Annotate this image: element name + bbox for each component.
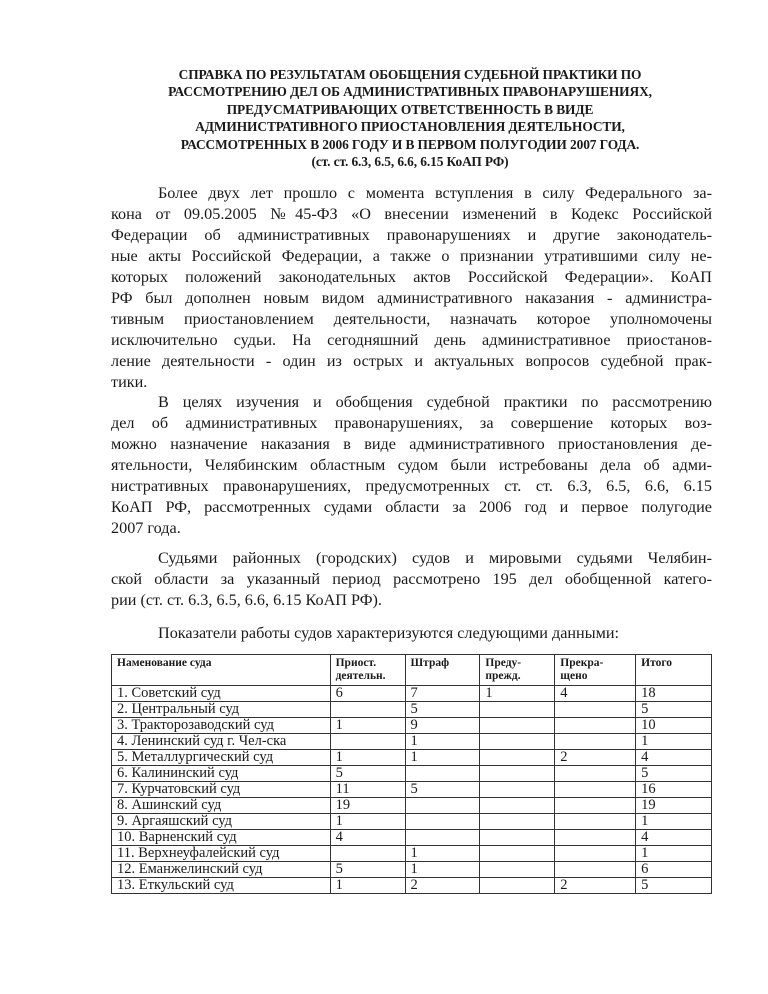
cell-terminated <box>555 766 636 782</box>
cell-fine: 1 <box>405 862 480 878</box>
cell-suspension: 1 <box>330 814 405 830</box>
cell-court-name: 9. Аргаяшский суд <box>112 814 331 830</box>
title-subline: (ст. ст. 6.3, 6.5, 6.6, 6.15 КоАП РФ) <box>311 154 509 170</box>
table-row <box>112 878 712 894</box>
cell-court-name: 3. Тракторозаводский суд <box>112 718 331 734</box>
cell-fine: 1 <box>405 734 480 750</box>
text-line: можно назначение наказания в виде административного приостановления де- <box>111 435 712 453</box>
cell-total: 1 <box>636 814 712 830</box>
table-row <box>112 782 712 798</box>
cell-terminated <box>555 862 636 878</box>
table-row <box>112 830 712 846</box>
cell-warning <box>480 782 555 798</box>
cell-terminated <box>555 814 636 830</box>
cell-court-name: 13. Еткульский суд <box>112 878 331 894</box>
cell-terminated <box>555 830 636 846</box>
cell-terminated <box>555 734 636 750</box>
cell-total: 5 <box>636 702 712 718</box>
text-line: исключительно судьи. На сегодняшний день административное приостанов- <box>111 331 712 349</box>
cell-fine: 9 <box>405 718 480 734</box>
cell-court-name: 11. Верхнеуфалейский суд <box>112 846 331 862</box>
cell-court-name: 5. Металлургический суд <box>112 750 331 766</box>
cell-suspension: 19 <box>330 798 405 814</box>
text-line: нистративных правонарушениях, предусмотренных ст. ст. 6.3, 6.5, 6.6, 6.15 <box>111 477 712 495</box>
cell-fine: 7 <box>405 686 480 702</box>
cell-court-name: 1. Советский суд <box>112 686 331 702</box>
cell-suspension: 5 <box>330 862 405 878</box>
cell-fine <box>405 830 480 846</box>
document-title <box>100 66 720 170</box>
cell-fine <box>405 766 480 782</box>
text-line: тивным приостановлением деятельности, назначать которое уполномочены <box>111 310 712 328</box>
cell-total: 16 <box>636 782 712 798</box>
table-row <box>112 798 712 814</box>
cell-warning <box>480 878 555 894</box>
header-total: Итого <box>636 655 712 686</box>
table-row <box>112 718 712 734</box>
table-row <box>112 766 712 782</box>
paragraph-purpose <box>111 392 712 539</box>
header-terminated: Прекра- щено <box>555 655 636 686</box>
title-line: СПРАВКА ПО РЕЗУЛЬТАТАМ ОБОБЩЕНИЯ СУДЕБНОЙ ПРАКТИКИ ПО <box>178 67 642 82</box>
cell-suspension <box>330 734 405 750</box>
cell-total: 4 <box>636 830 712 846</box>
cell-fine: 1 <box>405 846 480 862</box>
cell-warning <box>480 734 555 750</box>
text-line: кона от 09.05.2005 №45-ФЗ «О внесении изменений в Кодекс Российской <box>111 205 712 223</box>
cell-total: 19 <box>636 798 712 814</box>
cell-total: 4 <box>636 750 712 766</box>
cell-fine: 5 <box>405 702 480 718</box>
cell-court-name: 12. Еманжелинский суд <box>112 862 331 878</box>
text-line: В целях изучения и обобщения судебной практики по рассмотрению <box>158 393 712 411</box>
cell-court-name: 4. Ленинский суд г. Чел-ска <box>112 734 331 750</box>
cell-suspension <box>330 702 405 718</box>
cell-warning <box>480 846 555 862</box>
cell-terminated: 4 <box>555 686 636 702</box>
cell-suspension: 5 <box>330 766 405 782</box>
cell-suspension <box>330 846 405 862</box>
cell-suspension: 4 <box>330 830 405 846</box>
text-line: КоАП РФ, рассмотренных судами области за 2006 год и первое полугодие <box>111 498 712 516</box>
cell-fine: 2 <box>405 878 480 894</box>
title-line: АДМИНИСТРАТИВНОГО ПРИОСТАНОВЛЕНИЯ ДЕЯТЕЛЬНОСТИ, <box>195 119 625 135</box>
table-row <box>112 702 712 718</box>
cell-terminated <box>555 702 636 718</box>
paragraph-count <box>111 548 712 611</box>
title-line: ПРЕДУСМАТРИВАЮЩИХ ОТВЕТСТВЕННОСТЬ В ВИДЕ <box>226 101 594 117</box>
cell-warning <box>480 814 555 830</box>
cell-warning <box>480 718 555 734</box>
cell-court-name: 6. Калининский суд <box>112 766 331 782</box>
courts-statistics-table <box>111 654 712 894</box>
text-line: дел об административных правонарушениях, за совершение которых воз- <box>111 414 712 432</box>
text-line: Судьями районных (городских) судов и мировыми судьями Челябин- <box>158 549 712 567</box>
text-line: ные акты Российской Федерации, а также о признании утратившими силу не- <box>111 247 712 265</box>
paragraph-table-intro <box>158 623 718 644</box>
cell-warning <box>480 862 555 878</box>
cell-total: 18 <box>636 686 712 702</box>
paragraph-intro <box>111 183 712 393</box>
table-row <box>112 686 712 702</box>
cell-suspension: 1 <box>330 718 405 734</box>
table-header-row <box>112 655 712 686</box>
title-line: РАССМОТРЕННЫХ В 2006 ГОДУ И В ПЕРВОМ ПОЛУГОДИИ 2007 ГОДА. <box>180 136 640 152</box>
text-line: рии (ст. ст. 6.3, 6.5, 6.6, 6.15 КоАП РФ). <box>111 591 382 609</box>
cell-fine: 1 <box>405 750 480 766</box>
cell-warning <box>480 766 555 782</box>
cell-total: 5 <box>636 878 712 894</box>
cell-suspension: 11 <box>330 782 405 798</box>
cell-terminated <box>555 718 636 734</box>
cell-fine <box>405 814 480 830</box>
table-row <box>112 846 712 862</box>
text-line: Более двух лет прошло с момента вступления в силу Федерального за- <box>158 184 712 202</box>
table-row <box>112 862 712 878</box>
cell-terminated <box>555 798 636 814</box>
cell-suspension: 6 <box>330 686 405 702</box>
cell-terminated <box>555 846 636 862</box>
cell-terminated: 2 <box>555 750 636 766</box>
text-line: ской области за указанный период рассмотрено 195 дел обобщенной катего- <box>111 570 712 588</box>
cell-warning <box>480 830 555 846</box>
text-line: РФ был дополнен новым видом административного наказания - администра- <box>111 289 712 307</box>
cell-warning: 1 <box>480 686 555 702</box>
title-line: РАССМОТРЕНИЮ ДЕЛ ОБ АДМИНИСТРАТИВНЫХ ПРАВОНАРУШЕНИЯХ, <box>168 84 652 100</box>
cell-terminated <box>555 782 636 798</box>
cell-terminated: 2 <box>555 878 636 894</box>
cell-court-name: 8. Ашинский суд <box>112 798 331 814</box>
cell-warning <box>480 702 555 718</box>
cell-total: 5 <box>636 766 712 782</box>
cell-total: 10 <box>636 718 712 734</box>
header-suspension: Приост. деятельн. <box>330 655 405 686</box>
cell-fine: 5 <box>405 782 480 798</box>
cell-warning <box>480 798 555 814</box>
header-court-name: Наменование суда <box>112 655 331 686</box>
cell-total: 1 <box>636 734 712 750</box>
cell-court-name: 2. Центральный суд <box>112 702 331 718</box>
text-line: ление деятельности - один из острых и актуальных вопросов судебной прак- <box>111 352 712 370</box>
cell-court-name: 7. Курчатовский суд <box>112 782 331 798</box>
text-line: Федерации об административных правонарушениях и другие законодатель- <box>111 226 712 244</box>
cell-suspension: 1 <box>330 750 405 766</box>
cell-total: 1 <box>636 846 712 862</box>
table-row <box>112 750 712 766</box>
text-line: ятельности, Челябинским областным судом были истребованы дела об адми- <box>111 456 712 474</box>
text-line: которых положений законодательных актов Российской Федерации». КоАП <box>111 268 712 286</box>
table-row <box>112 814 712 830</box>
table-row <box>112 734 712 750</box>
text-line: 2007 года. <box>111 519 181 537</box>
text-line: тики. <box>111 373 148 391</box>
cell-warning <box>480 750 555 766</box>
header-fine: Штраф <box>405 655 480 686</box>
header-warning: Преду- прежд. <box>480 655 555 686</box>
cell-suspension: 1 <box>330 878 405 894</box>
cell-total: 6 <box>636 862 712 878</box>
cell-court-name: 10. Варненский суд <box>112 830 331 846</box>
cell-fine <box>405 798 480 814</box>
text-line: Показатели работы судов характеризуются следующими данными: <box>158 624 620 642</box>
